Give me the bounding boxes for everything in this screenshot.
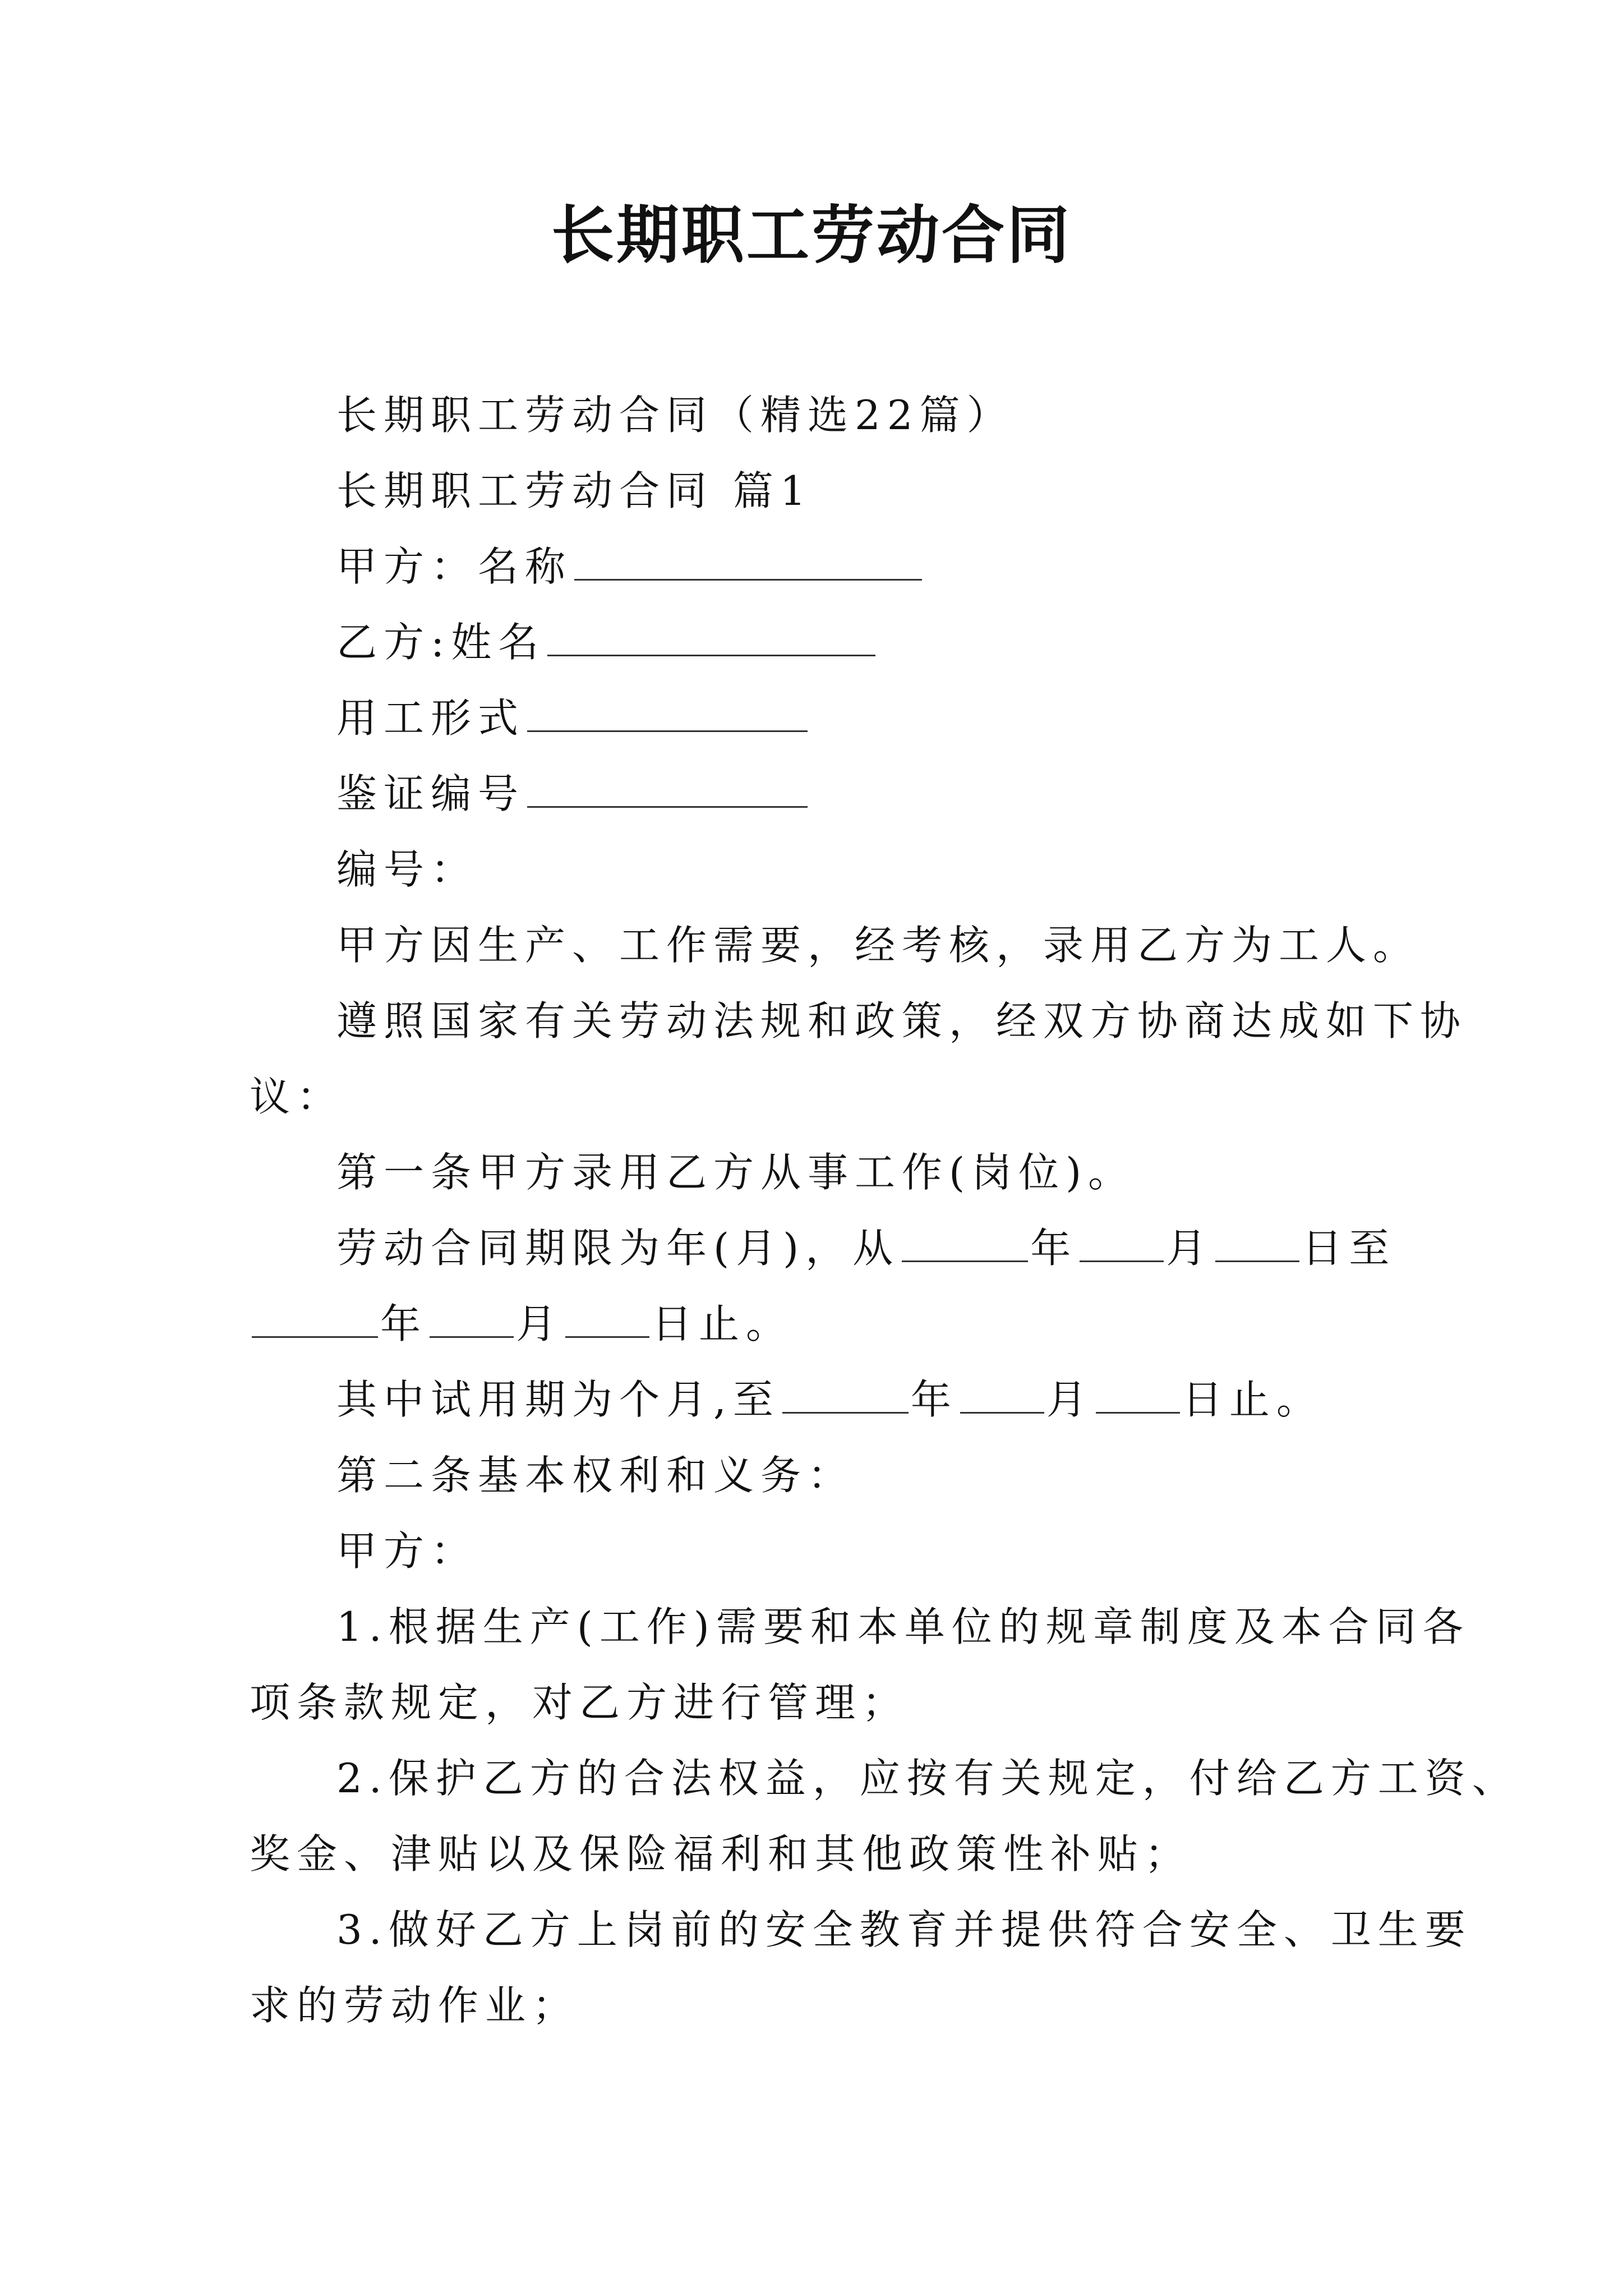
- article-line: 第一条甲方录用乙方从事工作(岗位)。: [336, 1149, 1136, 1196]
- year-label: 年: [380, 1300, 428, 1347]
- probation-day-blank[interactable]: [1096, 1373, 1180, 1414]
- month-label: 月: [516, 1300, 564, 1347]
- month-label: 月: [1166, 1225, 1214, 1272]
- contract-term-text: 劳动合同期限为年(月)，从: [336, 1225, 900, 1272]
- contract-term-end-line: [250, 1296, 793, 1352]
- start-day-blank[interactable]: [1215, 1221, 1299, 1262]
- verification-no-blank[interactable]: [527, 767, 808, 808]
- employment-form-line: [336, 690, 810, 746]
- day-end-label: 日止。: [1182, 1376, 1324, 1423]
- employment-form-blank[interactable]: [527, 691, 808, 732]
- start-year-blank[interactable]: [902, 1221, 1028, 1262]
- probation-month-blank[interactable]: [960, 1373, 1044, 1414]
- clause-line: 3.做好乙方上岗前的安全教育并提供符合安全、卫生要: [336, 1906, 1472, 1953]
- doc-subtitle: 长期职工劳动合同（精选22篇）: [336, 392, 1014, 439]
- party-a-name-blank[interactable]: [574, 540, 922, 581]
- clause-line: 项条款规定，对乙方进行管理；: [250, 1679, 910, 1726]
- start-month-blank[interactable]: [1080, 1221, 1164, 1262]
- end-year-blank[interactable]: [252, 1297, 378, 1338]
- month-label: 月: [1046, 1376, 1094, 1423]
- section-heading: 长期职工劳动合同 篇1: [336, 467, 813, 514]
- party-heading: 甲方：: [336, 1527, 478, 1575]
- year-label: 年: [1030, 1225, 1078, 1272]
- end-day-blank[interactable]: [565, 1297, 649, 1338]
- clause-line: 求的劳动作业；: [250, 1982, 580, 2029]
- article-line: 第二条基本权利和义务：: [336, 1452, 855, 1499]
- year-label: 年: [910, 1376, 958, 1423]
- probation-text: 其中试用期为个月,至: [336, 1376, 780, 1423]
- party-b-line: [336, 614, 878, 670]
- day-end-label: 日止。: [652, 1300, 794, 1347]
- page-title: 长期职工劳动合同: [551, 199, 1072, 272]
- serial-no-line: 编号：: [336, 846, 478, 893]
- clause-line: 奖金、津贴以及保险福利和其他政策性补贴；: [250, 1830, 1192, 1878]
- party-a-label: 甲方：名称: [336, 543, 573, 590]
- verification-no-label: 鉴证编号: [336, 770, 525, 817]
- paragraph-line: 议：: [250, 1073, 344, 1120]
- party-b-label: 乙方:姓名: [336, 619, 546, 666]
- party-a-line: [336, 539, 924, 595]
- contract-term-line: [336, 1220, 1396, 1276]
- verification-no-line: [336, 766, 810, 822]
- clause-line: 1.根据生产(工作)需要和本单位的规章制度及本合同各: [336, 1603, 1470, 1650]
- paragraph-line: 甲方因生产、工作需要，经考核，录用乙方为工人。: [336, 922, 1421, 969]
- clause-line: 2.保护乙方的合法权益，应按有关规定，付给乙方工资、: [336, 1755, 1519, 1802]
- party-b-name-blank[interactable]: [547, 615, 875, 656]
- end-month-blank[interactable]: [430, 1297, 514, 1338]
- probation-year-blank[interactable]: [782, 1373, 909, 1414]
- day-to-label: 日至: [1302, 1225, 1396, 1272]
- probation-line: [336, 1372, 1324, 1428]
- employment-form-label: 用工形式: [336, 694, 525, 742]
- paragraph-line: 遵照国家有关劳动法规和政策，经双方协商达成如下协: [336, 997, 1468, 1045]
